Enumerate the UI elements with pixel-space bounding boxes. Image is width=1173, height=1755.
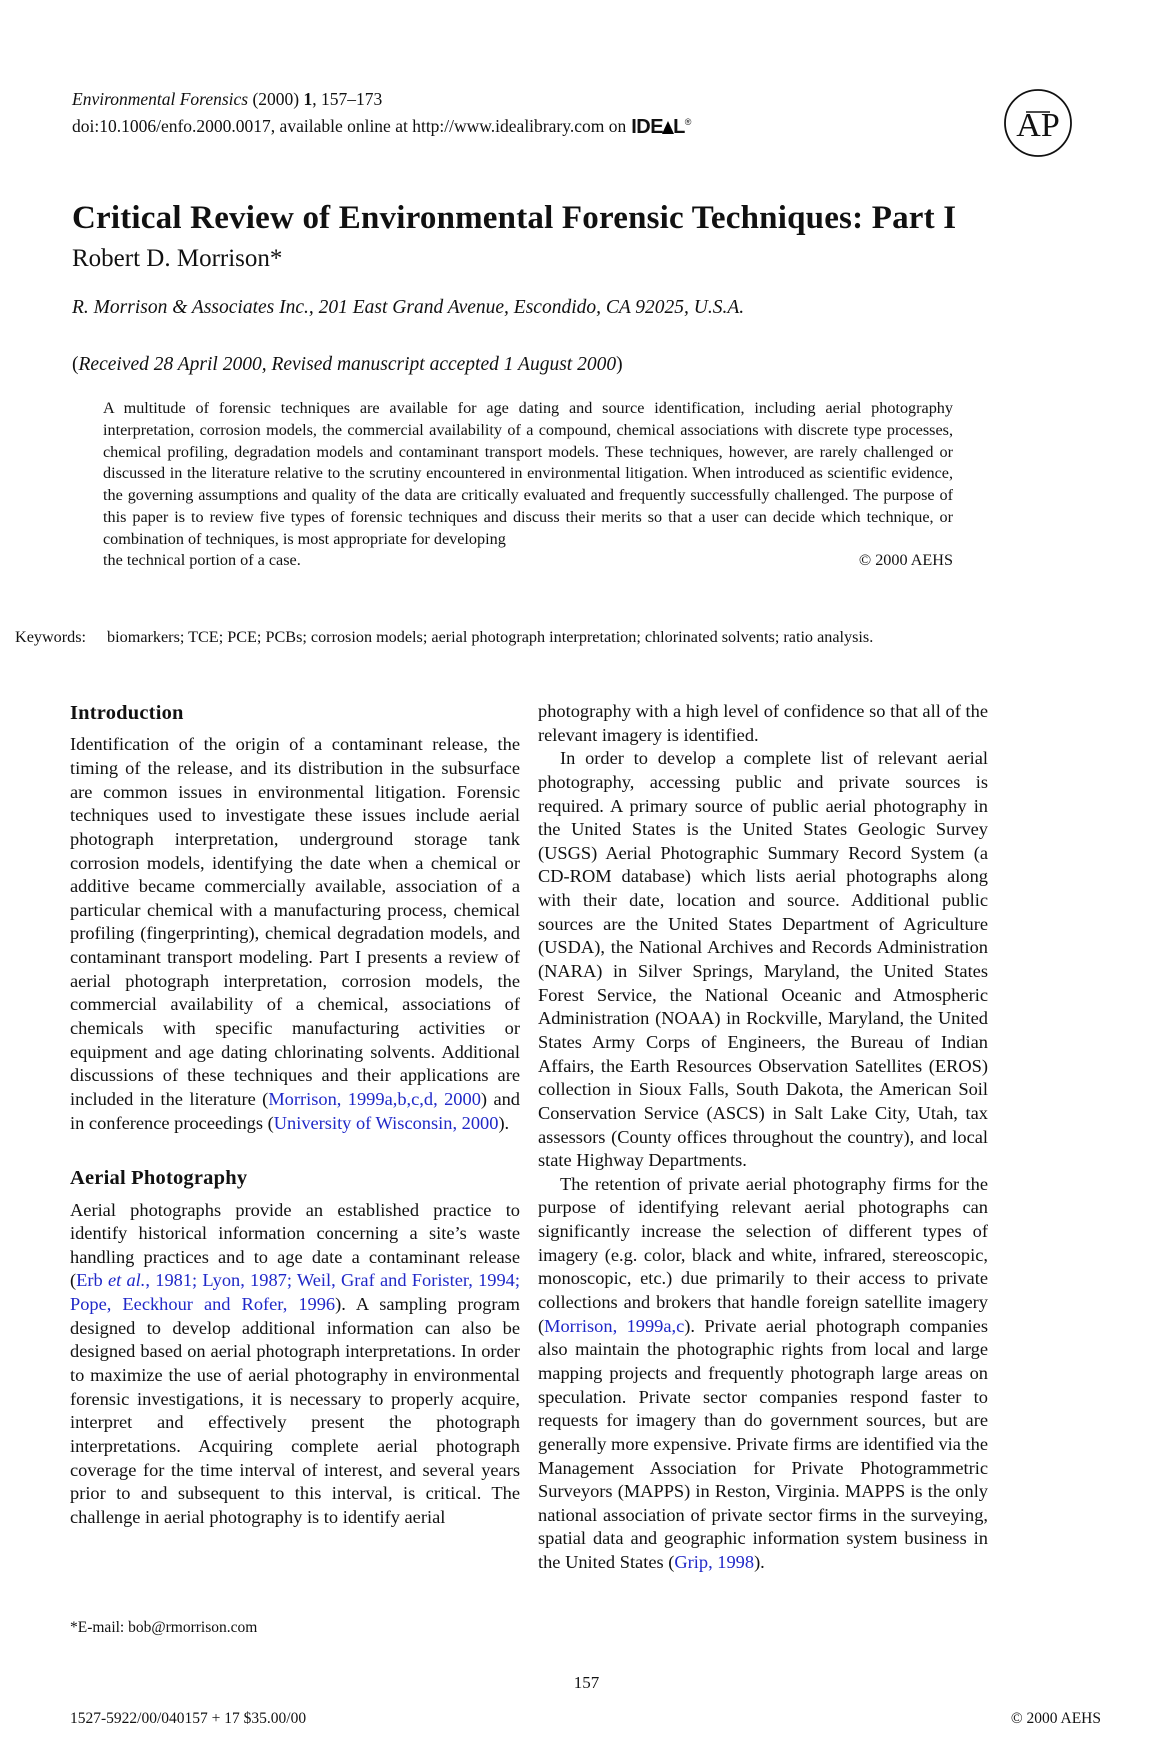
aerial-photography-paragraph xyxy=(70,1199,520,1530)
section-heading-aerial-photography: Aerial Photography xyxy=(70,1167,248,1190)
abstract-text: A multitude of forensic techniques are available for age dating and source identification, including aerial photography interpretation, corrosion models, the commercial availability of a compound, chemical associations with discrete type processes, chemical profiling, degradation models and contaminant transport models. These techniques, however, are rarely challenged or discussed in the literature relative to the scrutiny encountered in environmental litigation. When introduced as scientific evidence, the governing assumptions and quality of the data are critically evaluated and frequently successfully challenged. The purpose of this paper is to review five types of forensic techniques and discuss their merits so that a user can decide which technique, or combination of techniques, is most appropriate for developing xyxy=(103,399,953,548)
intro-text-c: ). xyxy=(498,1112,510,1133)
journal-name: Environmental Forensics xyxy=(72,89,249,109)
journal-year: (2000) xyxy=(252,89,300,109)
abstract-copyright: © 2000 AEHS xyxy=(858,551,953,570)
ideal-logo-icon: IDE L® xyxy=(631,116,691,139)
svg-text:AP: AP xyxy=(1016,107,1060,144)
body-column-right xyxy=(538,700,988,1575)
right-text-a: The retention of private aerial photography firms for the purpose of identifying relevant aerial photographs can significantly increase the selection of different types of imagery (e.g. color, black and white, infrared, stereoscopic, monoscopic, etc.) due primarily to their access to private collections and brokers that handle foreign satellite imagery ( xyxy=(538,1173,988,1336)
citation-grip[interactable]: Grip, 1998 xyxy=(674,1552,755,1573)
author-name: Robert D. Morrison* xyxy=(72,245,283,272)
copyright-footer: © 2000 AEHS xyxy=(1010,1710,1101,1727)
right-text-c: ). xyxy=(754,1552,765,1573)
intro-text-a: Identification of the origin of a contaminant release, the timing of the release, and its distribution in the subsurface are common issues in environmental litigation. Forensic techniques used to investigate these issues include aerial photograph interpretation, underground storage tank corrosion models, identifying the date when a chemical or additive became commercially available, association of a particular chemical with a manufacturing process, chemical profiling (fingerprinting), chemical degradation models, and contaminant transport modeling. Part I presents a review of aerial photograph interpretation, corrosion models, the commercial availability of a chemical, associations of chemicals with specific manufacturing activities or equipment and age dating chlorinating solvents. Additional discussions of these techniques and their applications are included in the literature ( xyxy=(70,734,520,1109)
intro-text-b: ) and in conference proceedings ( xyxy=(70,1088,520,1133)
section-heading-introduction: Introduction xyxy=(70,702,184,724)
citation-morrison-1999ac[interactable]: Morrison, 1999a,c xyxy=(544,1315,685,1336)
page-title: Critical Review of Environmental Forensic Techniques: Part I xyxy=(72,200,957,237)
cite-et-al: et al. xyxy=(107,1270,146,1291)
keywords-list: biomarkers; TCE; PCE; PCBs; corrosion models; aerial photograph interpretation; chlorinated solvents; ratio analysis. xyxy=(107,628,874,646)
masthead-doi-line xyxy=(72,112,972,142)
keywords-block: Keywords: biomarkers; TCE; PCE; PCBs; corrosion models; aerial photograph interpretation; chlorinated solvents; ratio analysis. xyxy=(15,628,874,646)
doi-text: doi:10.1006/enfo.2000.0017, available online at http://www.idealibrary.com on xyxy=(72,116,627,137)
masthead xyxy=(72,86,972,142)
journal-volume: 1 xyxy=(303,89,313,109)
academic-press-logo-icon xyxy=(1003,88,1073,158)
paren-open: ( xyxy=(72,354,79,375)
issn-price-footer: 1527-5922/00/040157 + 17 $35.00/00 xyxy=(70,1710,307,1727)
right-text-b: ). Private aerial photograph companies also maintain the photographic rights from local and large mapping projects and frequently photograph large areas on speculation. Private sector companies respond faster to requests for imagery than do government sources, but are generally more expensive. Private firms are identified via the Management Association for Private Photogrammetric Surveyors (MAPPS) in Reston, Virginia. MAPPS is the only national association of private sector firms in the surveying, spatial data and geographic information system business in the United States ( xyxy=(538,1315,988,1573)
abstract-last-sentence: the technical portion of a case. xyxy=(103,551,301,570)
right-paragraph-1: photography with a high level of confidence so that all of the relevant imagery is identified. xyxy=(538,701,988,745)
citation-university-of-wisconsin[interactable]: University of Wisconsin, 2000 xyxy=(273,1112,499,1133)
aerial-text-a: Aerial photographs provide an established practice to identify historical information concerning a site’s waste handling practices and to age date a contaminant release ( xyxy=(70,1199,520,1291)
author-email-footnote: *E-mail: bob@rmorrison.com xyxy=(70,1619,258,1636)
paren-close: ) xyxy=(616,354,623,375)
cite-erb: Erb xyxy=(76,1270,108,1291)
received-text: Received 28 April 2000, Revised manuscript accepted 1 August 2000 xyxy=(78,354,617,375)
right-paragraph-2: In order to develop a complete list of relevant aerial photography, accessing public and private sources is required. A primary source of public aerial photography in the United States is the United States Geologic Survey (USGS) Aerial Photographic Summary Record System (a CD-ROM database) which lists aerial photographs along with their date, location and source. Additional public sources are the United States Department of Agriculture (USDA), the National Archives and Records Administration (NARA) in Silver Springs, Maryland, the United States Forest Service, the National Oceanic and Atmospheric Administration (NOAA) in Rockville, Maryland, the United States Army Corps of Engineers, the Bureau of Indian Affairs, the Earth Resources Observation Satellites (EROS) collection in Sioux Falls, South Dakota, the American Soil Conservation Service (ASCS) in Salt Lake City, Utah, tax assessors (County offices throughout the country), and local state Highway Departments. xyxy=(538,748,988,1171)
received-dates xyxy=(72,354,623,376)
introduction-paragraph xyxy=(70,733,520,1135)
abstract xyxy=(103,398,953,572)
cite-rest: , 1981; Lyon, 1987; Weil, Graf and Forister, 1994; Pope, Eeckhour and Rofer, 1996 xyxy=(70,1270,520,1315)
citation-morrison[interactable]: Morrison, 1999a,b,c,d, 2000 xyxy=(268,1088,481,1109)
body-column-left xyxy=(70,700,520,1530)
abstract-last-line xyxy=(103,550,953,572)
author-affiliation: R. Morrison & Associates Inc., 201 East Grand Avenue, Escondido, CA 92025, U.S.A. xyxy=(72,297,745,318)
right-paragraph-3 xyxy=(538,1173,988,1575)
journal-pages: , 157–173 xyxy=(312,89,383,109)
page-number: 157 xyxy=(573,1673,600,1692)
aerial-text-b: ). A sampling program designed to develop additional information can also be designed based on aerial photograph interpretations. In order to maximize the use of aerial photography in environmental forensic investigations, it is necessary to properly acquire, interpret and effectively present the photograph interpretations. Acquiring complete aerial photograph coverage for the time interval of interest, and several years prior to and subsequent to this interval, is critical. The challenge in aerial photography is to identify aerial xyxy=(70,1294,520,1527)
masthead-citation-line xyxy=(72,86,972,112)
